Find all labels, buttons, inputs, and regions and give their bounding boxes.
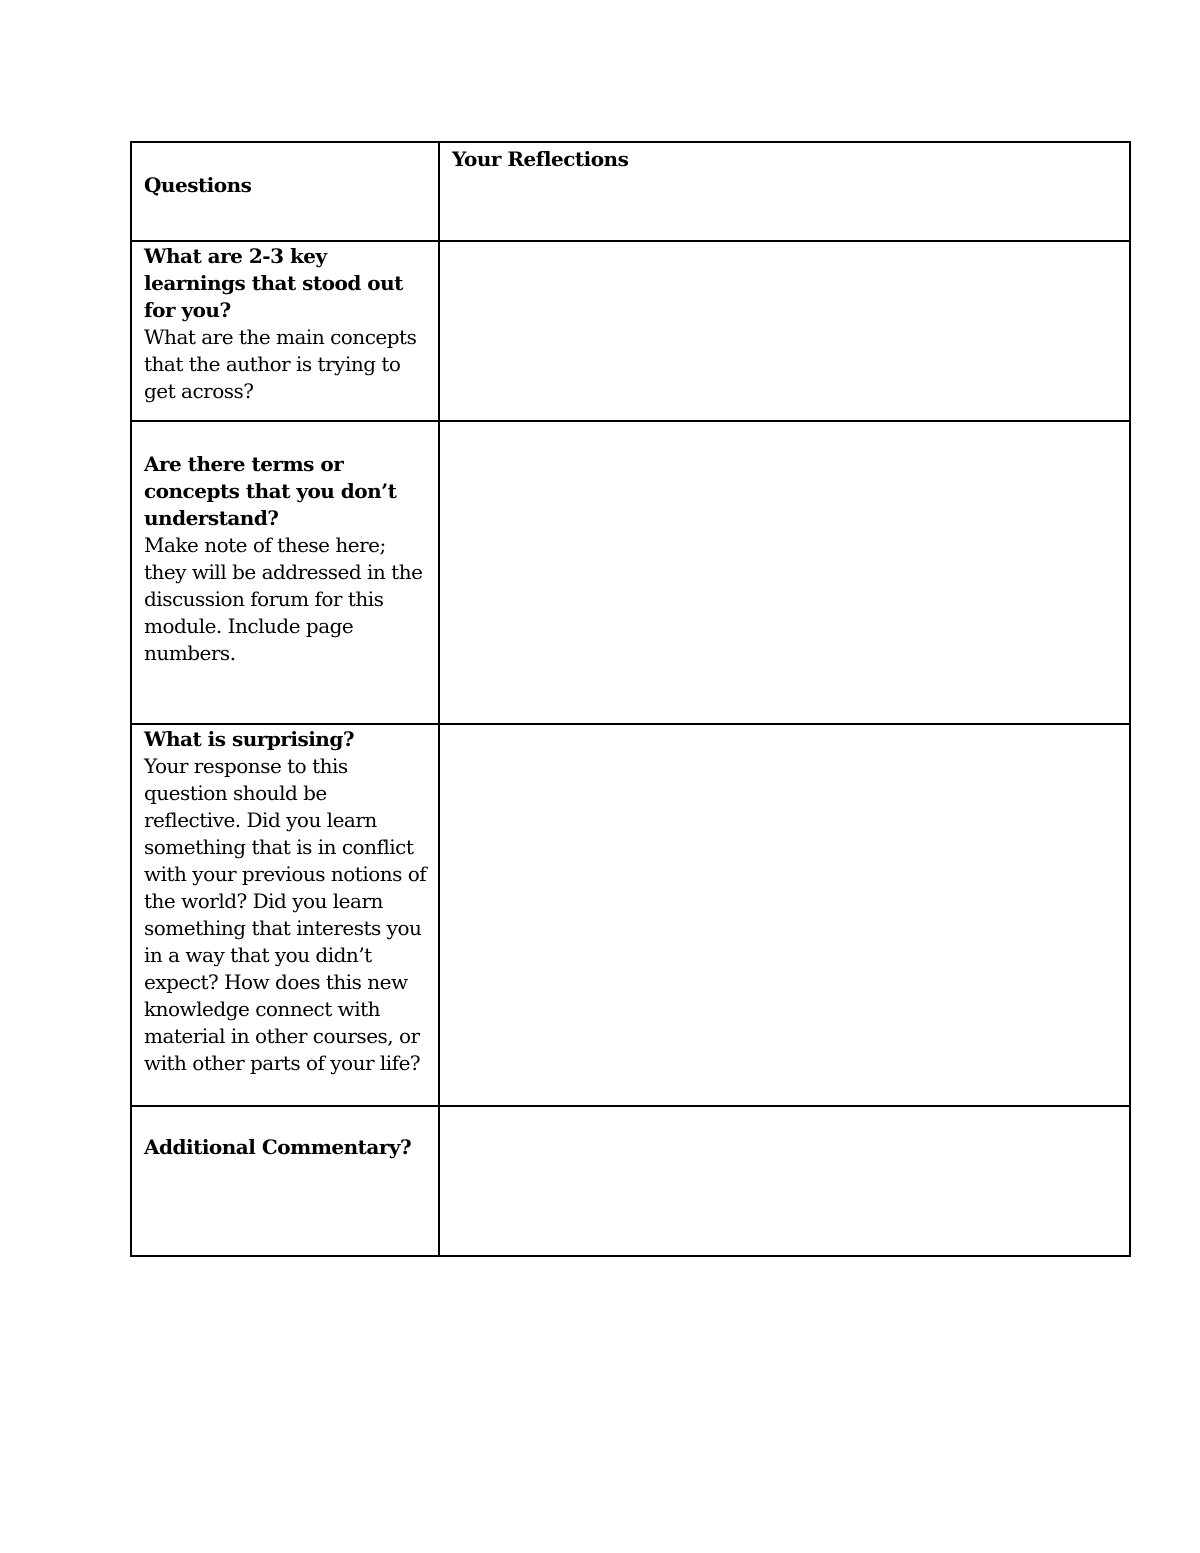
question-title: Are there terms or concepts that you don’t understand? <box>144 452 397 530</box>
reflection-response-cell[interactable] <box>439 421 1130 724</box>
questions-header: Questions <box>131 142 439 241</box>
reflections-header: Your Reflections <box>439 142 1130 241</box>
question-description: Make note of these here; they will be addressed in the discussion forum for this module. Include page numbers. <box>144 533 423 665</box>
question-title: Additional Commentary? <box>144 1135 412 1159</box>
question-cell <box>131 421 439 724</box>
table-row <box>131 724 1130 1106</box>
question-cell <box>131 241 439 421</box>
table-row <box>131 241 1130 421</box>
table-header-row <box>131 142 1130 241</box>
reflection-response-cell[interactable] <box>439 1106 1130 1256</box>
reflection-response-cell[interactable] <box>439 724 1130 1106</box>
question-description: What are the main concepts that the author is trying to get across? <box>144 325 417 403</box>
question-description: Your response to this question should be reflective. Did you learn something that is in conflict with your previous notions of the world? Did you learn something that interests you in a way that you didn’t expect? How does this new knowledge connect with material in other courses, or with other parts of your life? <box>144 754 427 1075</box>
reflection-table <box>130 141 1131 1257</box>
question-cell <box>131 724 439 1106</box>
reflection-response-cell[interactable] <box>439 241 1130 421</box>
question-cell <box>131 1106 439 1256</box>
question-title: What is surprising? <box>144 727 355 751</box>
table-row <box>131 421 1130 724</box>
question-title: What are 2-3 key learnings that stood out for you? <box>144 244 403 322</box>
table-row <box>131 1106 1130 1256</box>
